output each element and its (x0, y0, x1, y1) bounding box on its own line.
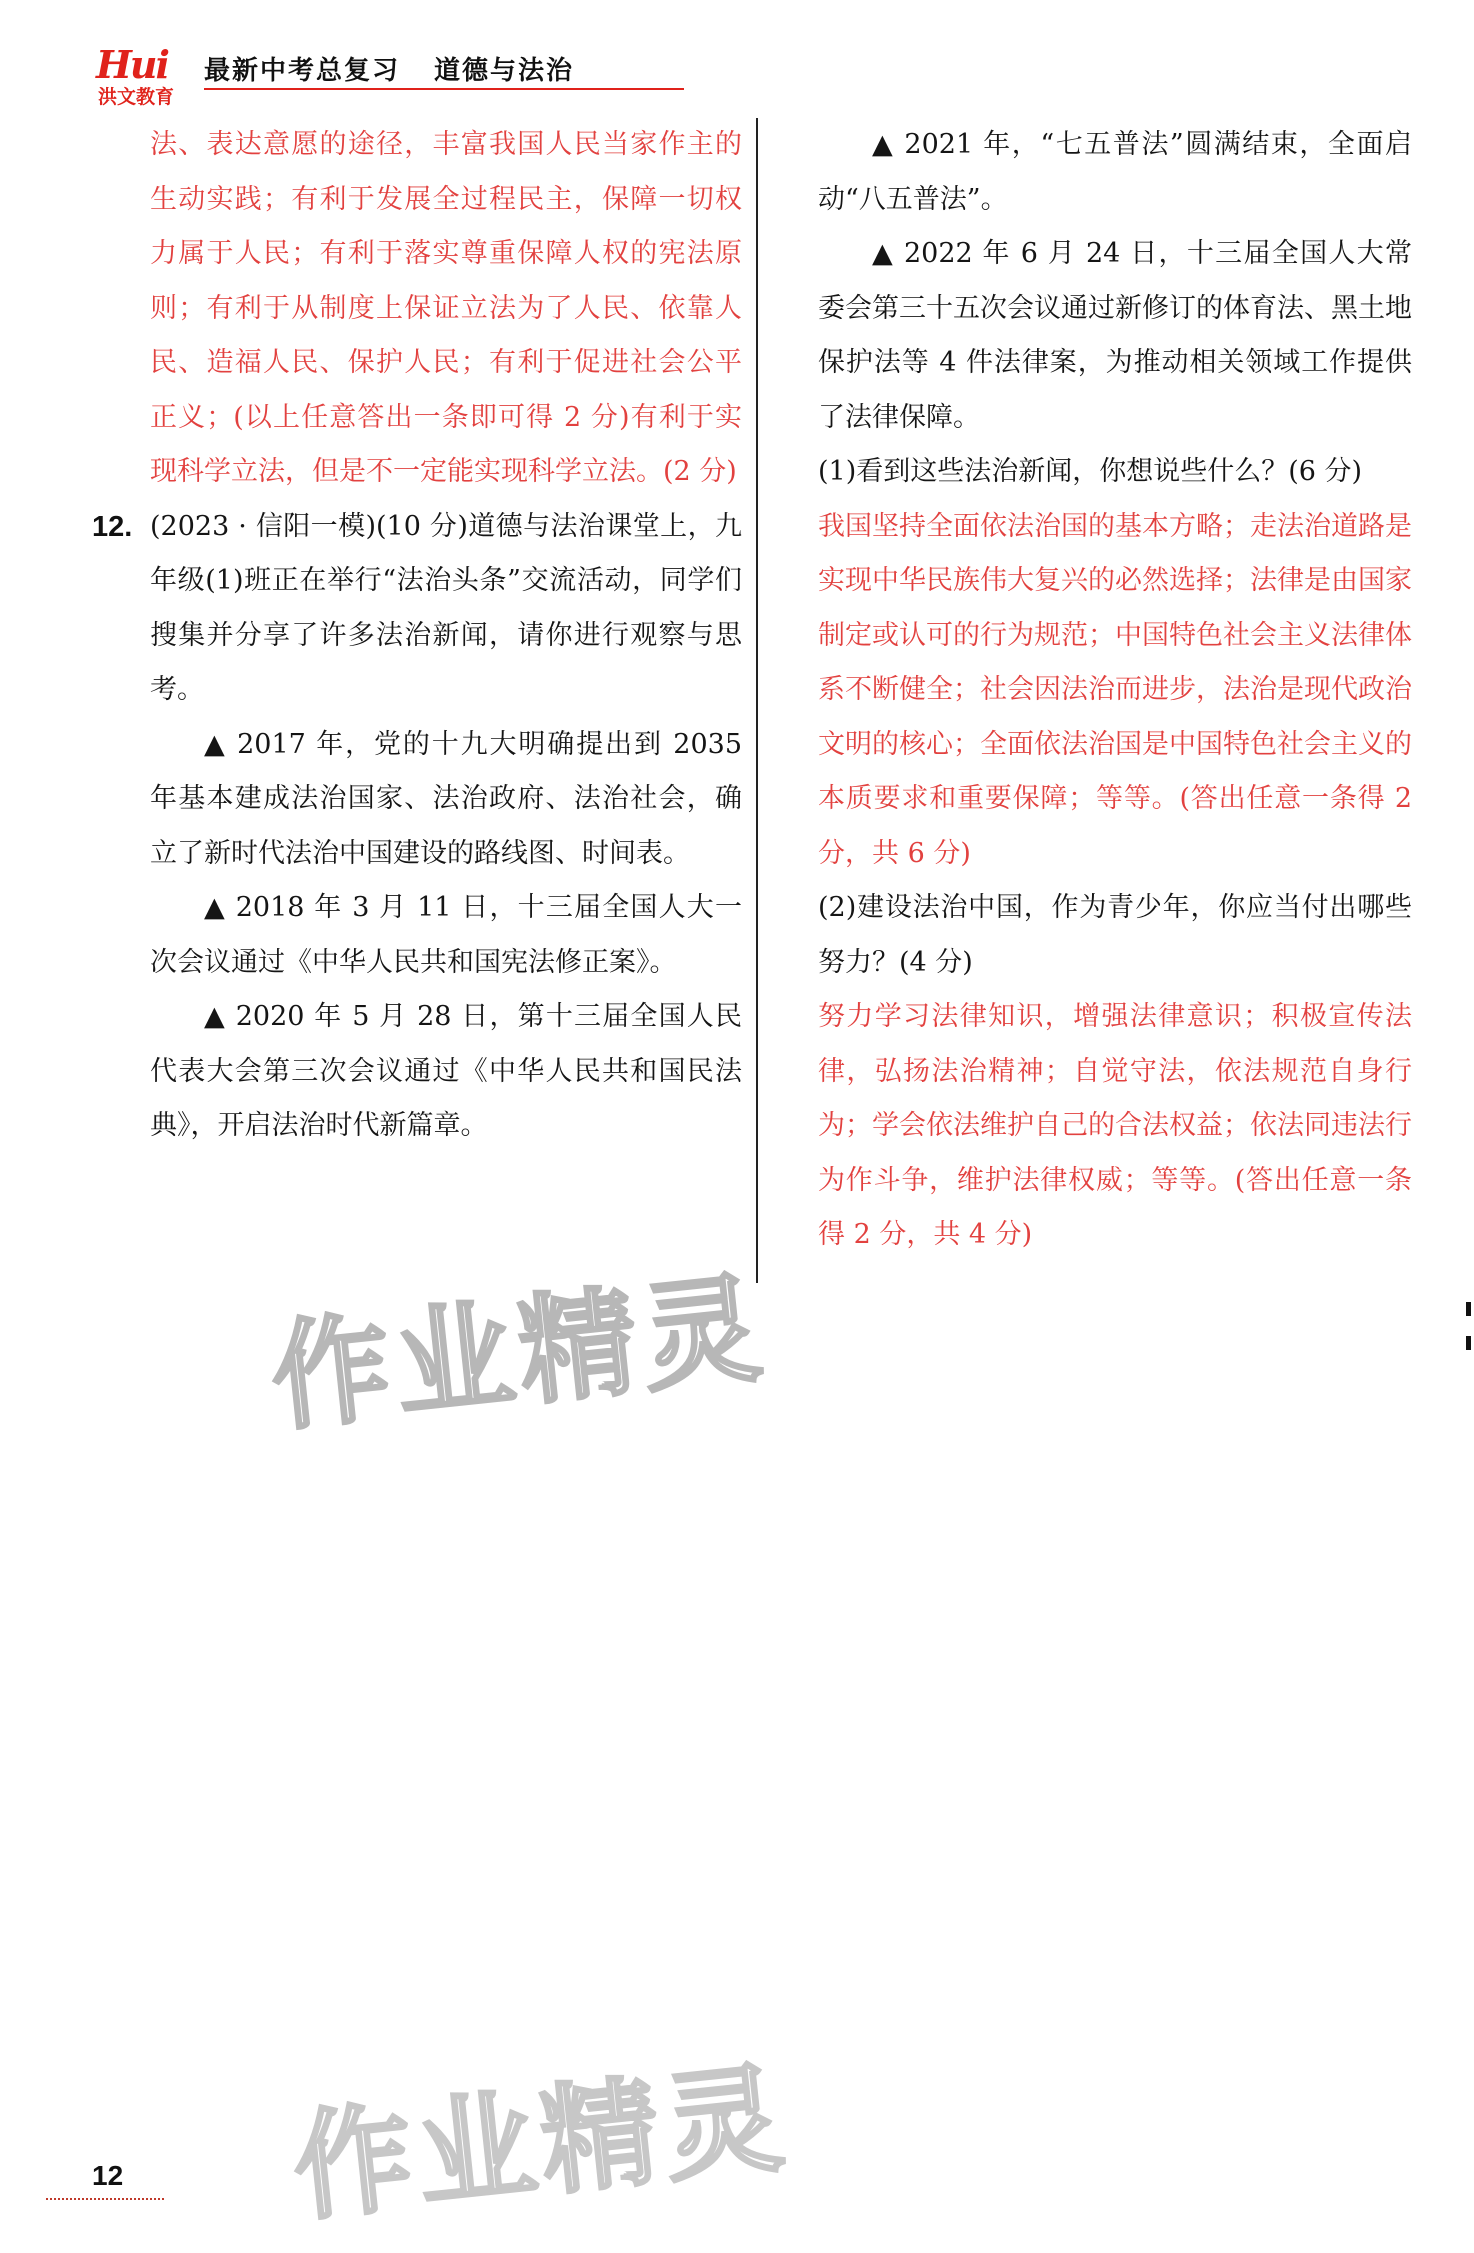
answer-continued: 法、表达意愿的途径，丰富我国人民当家作主的生动实践；有利于发展全过程民主，保障一切权力属于人民；有利于落实尊重保障人权的宪法原则；有利于从制度上保证立法为了人民、依靠人民、造福人民、保护人民；有利于促进社会公平正义；(以上任意答出一条即可得 2 分)有利于实现科学立法，但是不一定能实现科学立法。(2 分) (150, 129, 742, 487)
page-number: 12 (92, 2160, 124, 2191)
news-item-2021: ▲ 2021 年，“七五普法”圆满结束，全面启动“八五普法”。 (818, 129, 1412, 215)
book-title: 最新中考总复习 (204, 56, 401, 86)
right-column (818, 118, 1412, 1263)
question-number: 12. (92, 510, 133, 543)
news-item-2017: ▲ 2017 年，党的十九大明确提出到 2035 年基本建成法治国家、法治政府、法治社会，确立了新时代法治中国建设的路线图、时间表。 (150, 728, 742, 869)
news-item-2020: ▲ 2020 年 5 月 28 日，第十三届全国人民代表大会第三次会议通过《中华人民共和国民法典》，开启法治时代新篇章。 (150, 1001, 742, 1141)
subquestion-2: (2)建设法治中国，作为青少年，你应当付出哪些努力？(4 分) (818, 892, 1412, 978)
news-item-2022: ▲ 2022 年 6 月 24 日，十三届全国人大常委会第三十五次会议通过新修订的体育法、黑土地保护法等 4 件法律案，为推动相关领域工作提供了法律保障。 (818, 238, 1412, 433)
edge-mark (1466, 1336, 1471, 1350)
publisher-logo (92, 42, 204, 108)
answer-2: 努力学习法律知识，增强法律意识；积极宣传法律，弘扬法治精神；自觉守法，依法规范自身行为；学会依法维护自己的合法权益；依法同违法行为作斗争，维护法律权威；等等。(答出任意一条得 2 分，共 4 分) (818, 1001, 1412, 1250)
question-stem: (2023 · 信阳一模)(10 分)道德与法治课堂上，九年级(1)班正在举行“法治头条”交流活动，同学们搜集并分享了许多法治新闻，请你进行观察与思考。 (150, 510, 742, 705)
column-divider (756, 118, 758, 1283)
news-item-2018: ▲ 2018 年 3 月 11 日，十三届全国人大一次会议通过《中华人民共和国宪法修正案》。 (150, 892, 742, 978)
answer-1: 我国坚持全面依法治国的基本方略；走法治道路是实现中华民族伟大复兴的必然选择；法律是由国家制定或认可的行为规范；中国特色社会主义法律体系不断健全；社会因法治而进步，法治是现代政治文明的核心；全面依法治国是中国特色社会主义的本质要求和重要保障；等等。(答出任意一条得 2 分，共 6 分) (818, 510, 1412, 869)
question-12 (92, 500, 742, 718)
watermark-top: 作业精灵 (265, 1258, 773, 1448)
running-title (204, 50, 574, 87)
left-column (92, 118, 742, 1154)
footer-rule (46, 2198, 164, 2200)
edge-mark (1466, 1302, 1471, 1316)
header-rule (204, 88, 684, 90)
scan-edge-marks (1466, 1302, 1472, 1382)
logo-mark: Hui (96, 42, 168, 87)
subquestion-1: (1)看到这些法治新闻，你想说些什么？(6 分) (818, 456, 1363, 487)
logo-text: 洪文教育 (98, 86, 175, 108)
watermark-bottom: 作业精灵 (287, 2048, 795, 2238)
page-header (92, 42, 692, 108)
subject-title: 道德与法治 (434, 56, 575, 86)
